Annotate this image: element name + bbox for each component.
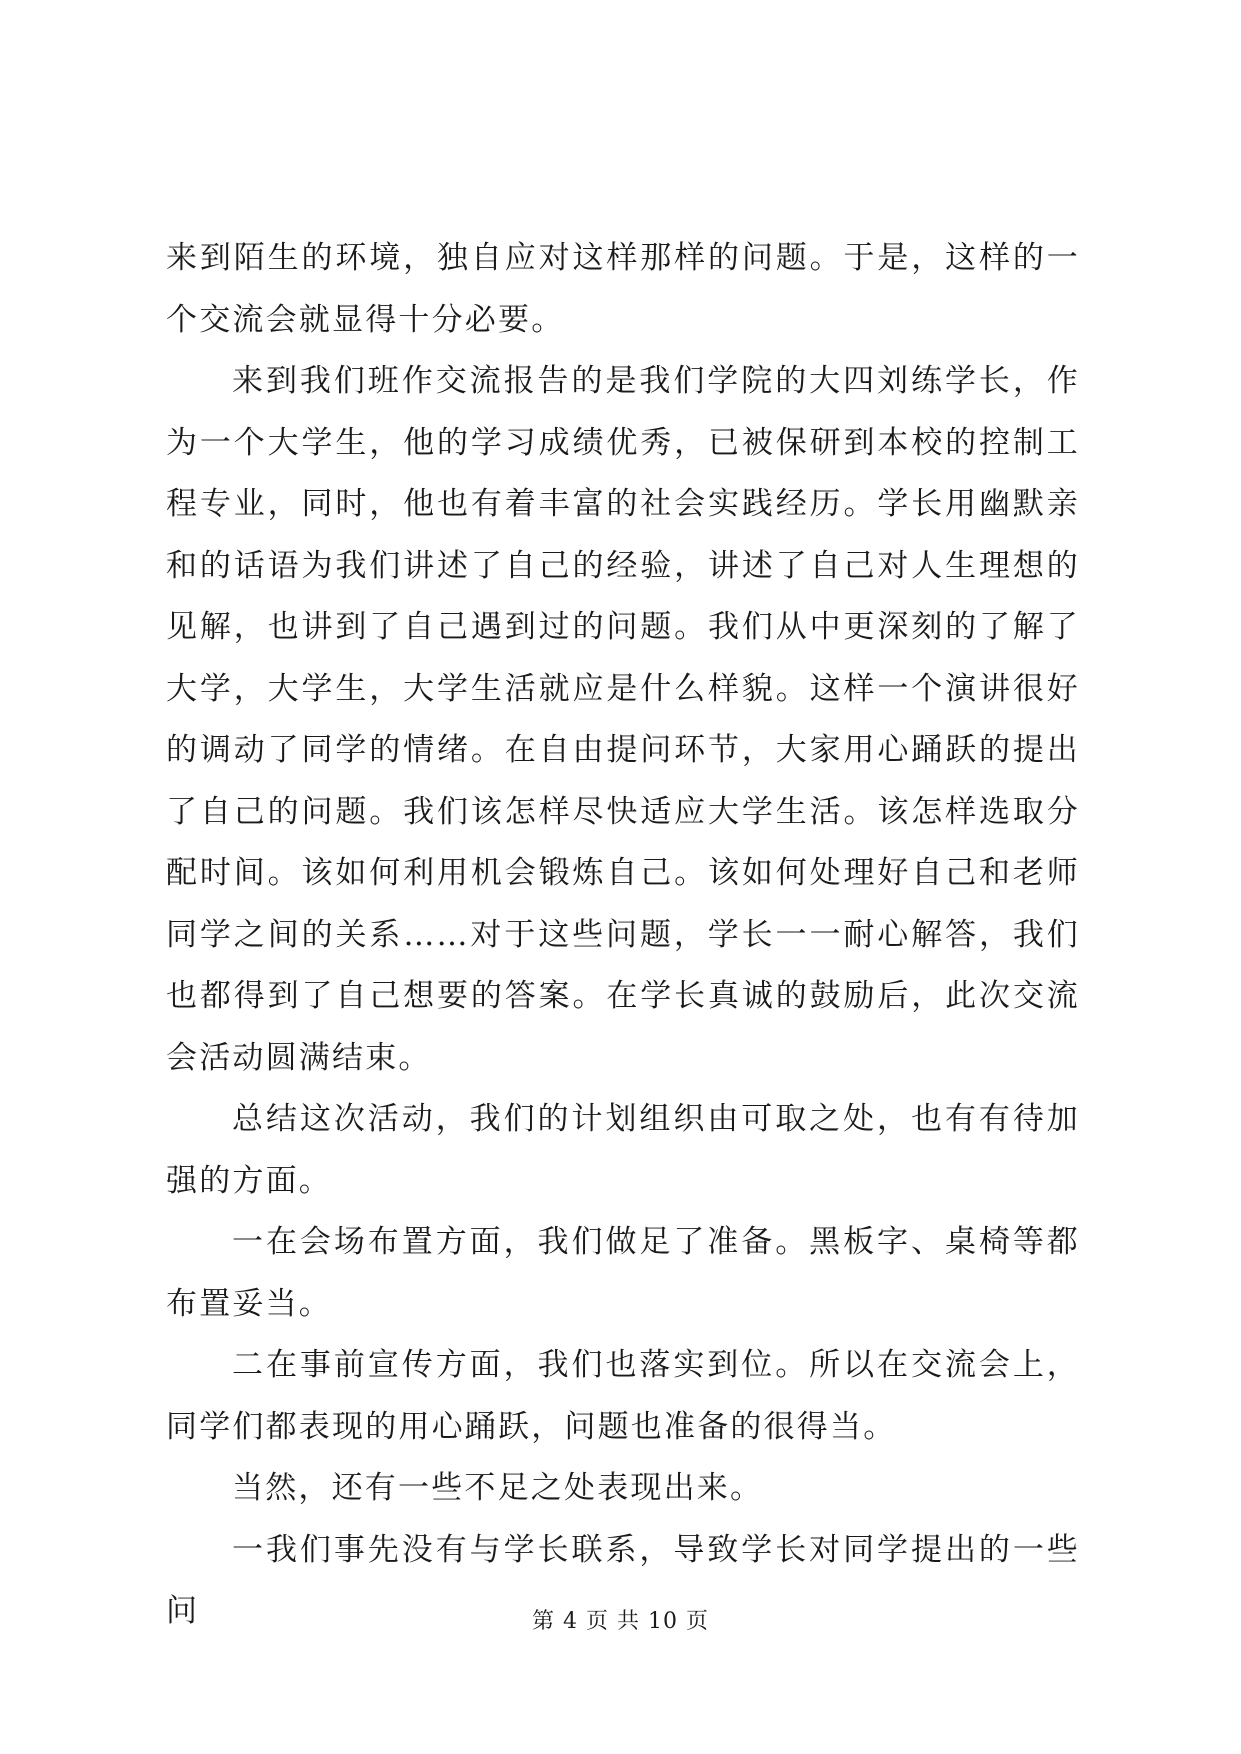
page-number-footer: 第 4 页 共 10 页 [532, 1609, 709, 1634]
document-body [166, 228, 1080, 1643]
paragraph-3: 总结这次活动，我们的计划组织由可取之处，也有有待加强的方面。 [166, 1101, 1080, 1199]
paragraph-4: 一在会场布置方面，我们做足了准备。黑板字、桌椅等都布置妥当。 [166, 1224, 1080, 1322]
paragraph-5: 二在事前宣传方面，我们也落实到位。所以在交流会上，同学们都表现的用心踊跃，问题也准备的很得当。 [166, 1347, 1080, 1445]
paragraph-1: 来到陌生的环境，独自应对这样那样的问题。于是，这样的一个交流会就显得十分必要。 [166, 240, 1080, 338]
paragraph-6: 当然，还有一些不足之处表现出来。 [232, 1470, 764, 1506]
paragraph-7: 一我们事先没有与学长联系，导致学长对同学提出的一些问 [166, 1531, 1080, 1629]
paragraph-2: 来到我们班作交流报告的是我们学院的大四刘练学长，作为一个大学生，他的学习成绩优秀，已被保研到本校的控制工程专业，同时，他也有着丰富的社会实践经历。学长用幽默亲和的话语为我们讲述了自己的经验，讲述了自己对人生理想的见解，也讲到了自己遇到过的问题。我们从中更深刻的了解了大学，大学生，大学生活就应是什么样貌。这样一个演讲很好的调动了同学的情绪。在自由提问环节，大家用心踊跃的提出了自己的问题。我们该怎样尽快适应大学生活。该怎样选取分配时间。该如何利用机会锻炼自己。该如何处理好自己和老师同学之间的关系……对于这些问题，学长一一耐心解答，我们也都得到了自己想要的答案。在学长真诚的鼓励后，此次交流会活动圆满结束。 [166, 363, 1080, 1076]
